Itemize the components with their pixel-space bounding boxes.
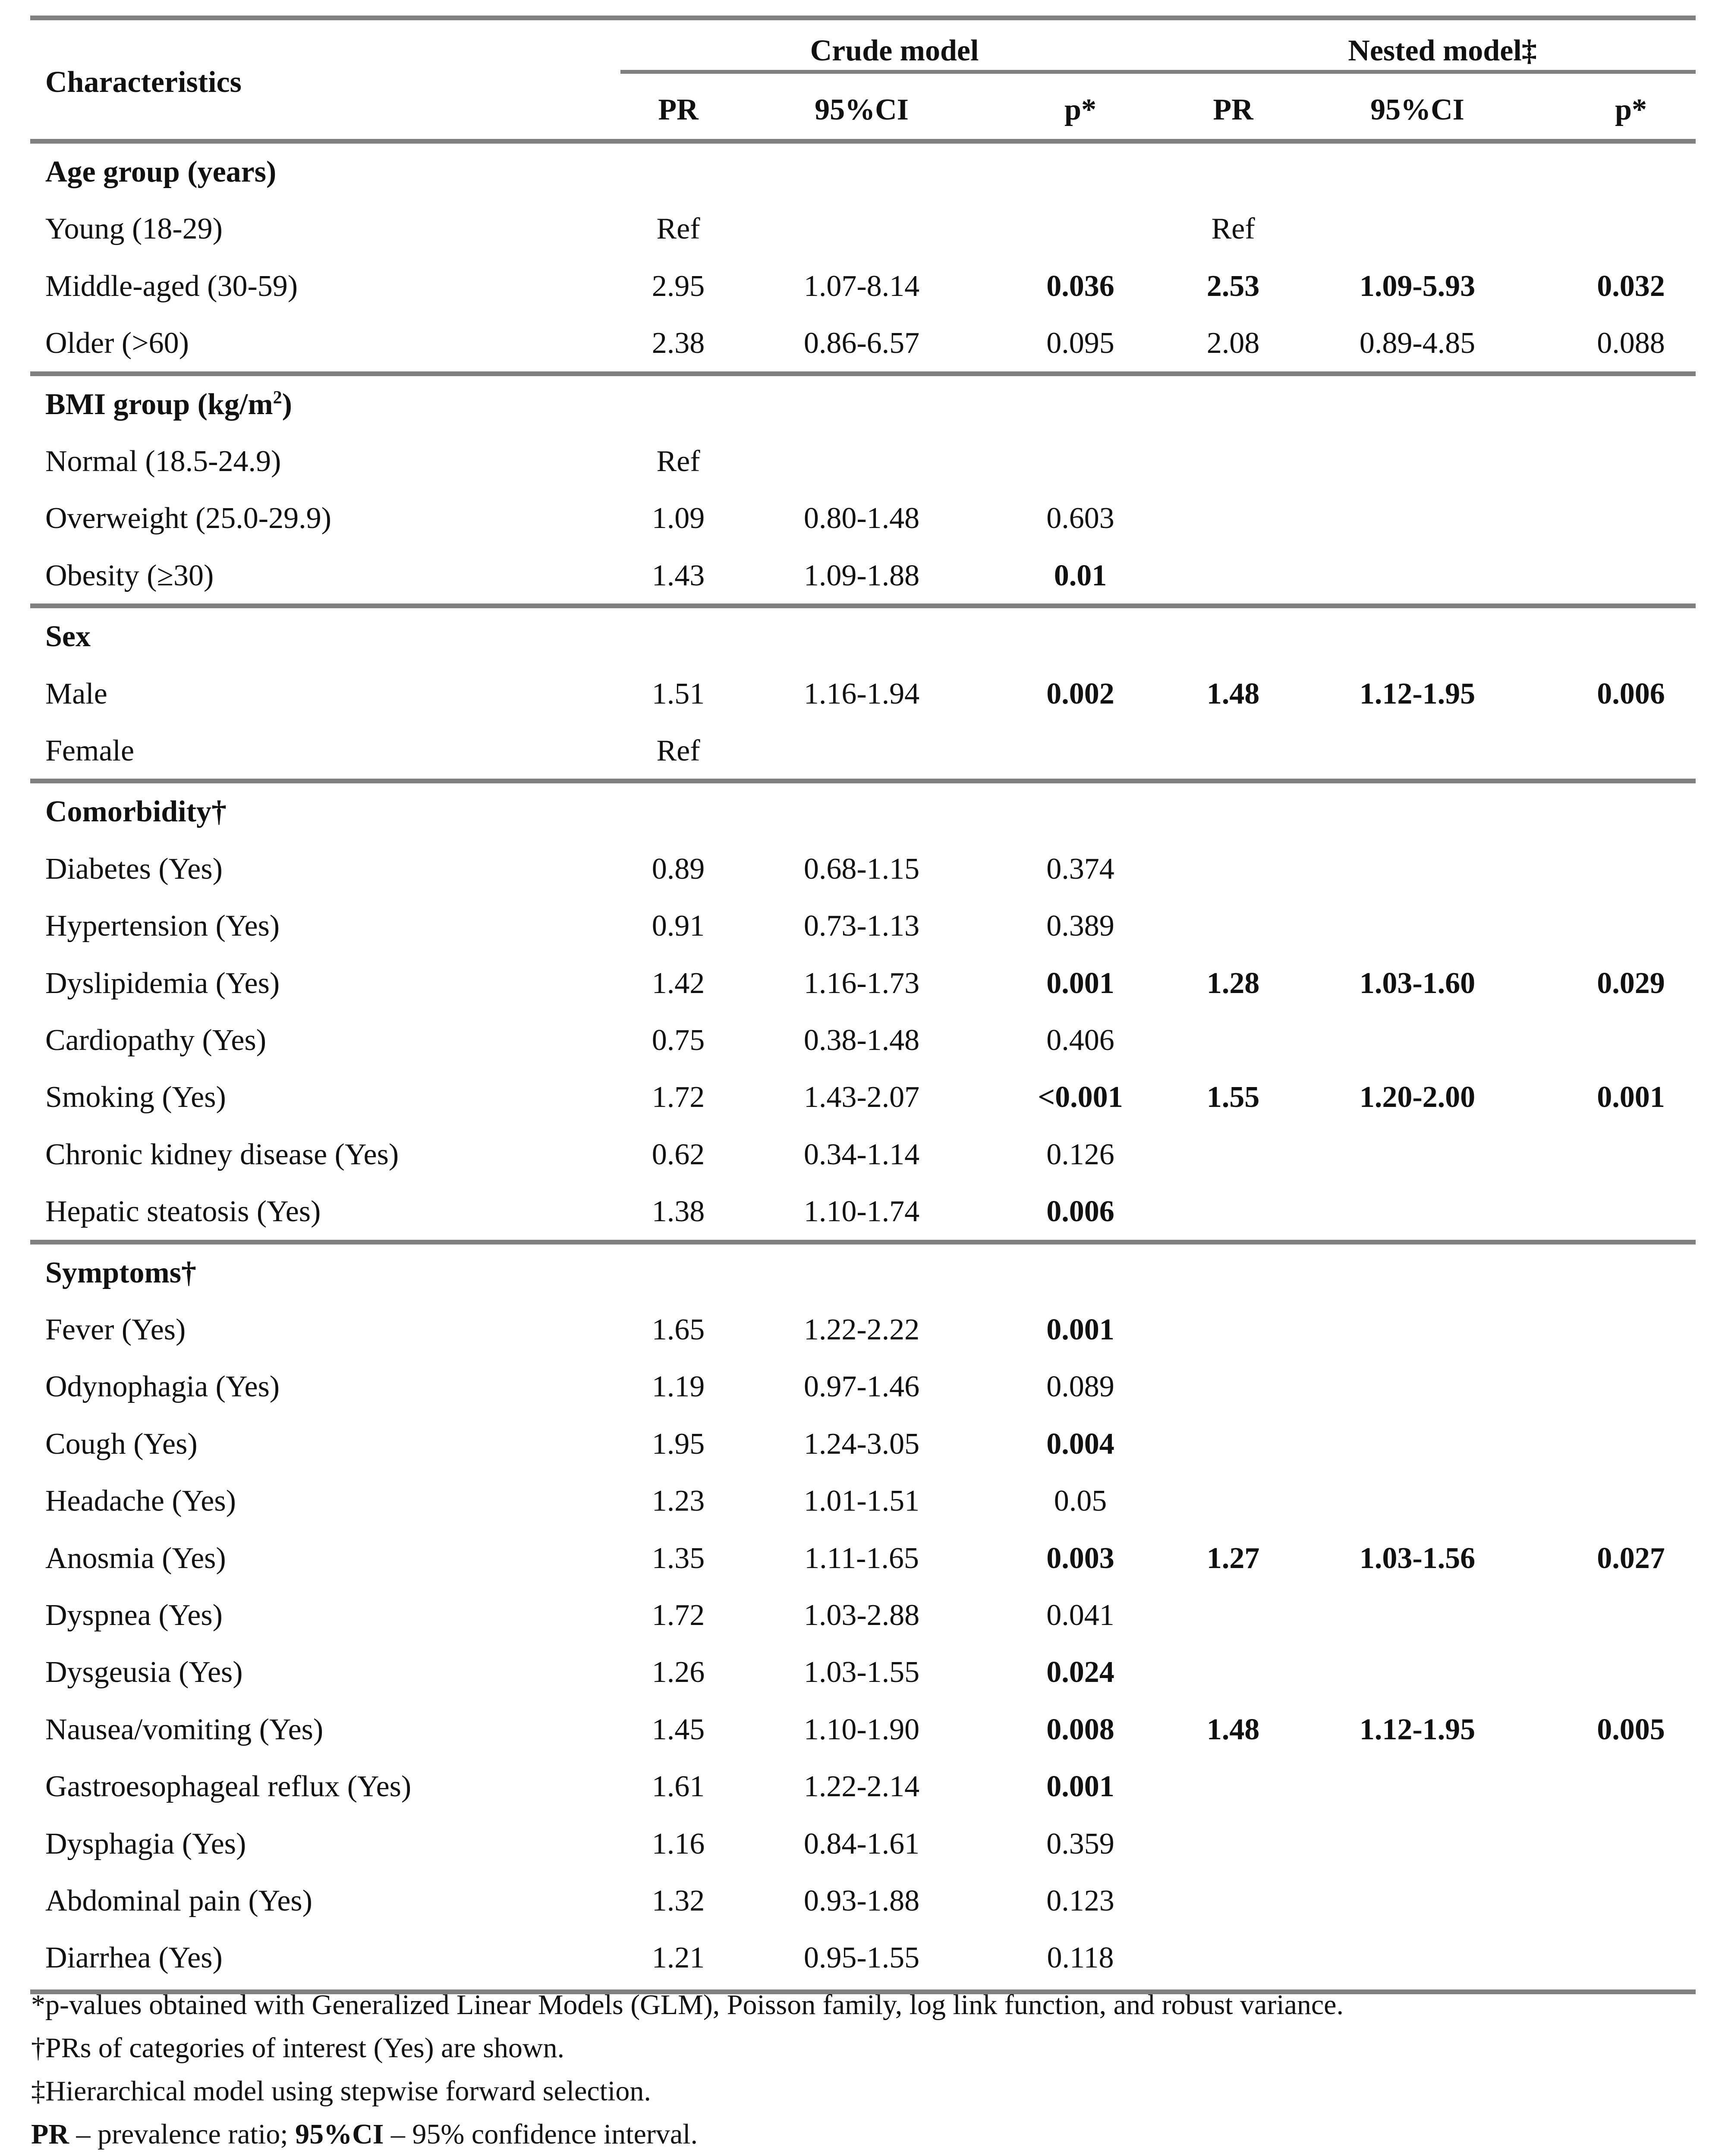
nested-ci-value: 1.12-1.95 xyxy=(1359,677,1476,710)
crude-p-value: 0.123 xyxy=(1046,1884,1114,1917)
nested-p-value: 0.001 xyxy=(1597,1081,1665,1114)
table-row xyxy=(0,1873,1725,1930)
nested-ci-value: 1.20-2.00 xyxy=(1359,1081,1476,1114)
nested-p-value: 0.005 xyxy=(1597,1713,1665,1746)
row-label: Male xyxy=(45,677,107,710)
crude-ci-value: 1.07-8.14 xyxy=(803,269,920,303)
column-header-crude-p: p* xyxy=(1064,93,1096,126)
crude-ci-value: 1.01-1.51 xyxy=(803,1484,920,1518)
crude-p-value: 0.406 xyxy=(1046,1024,1114,1057)
row-label: Diabetes (Yes) xyxy=(45,852,223,886)
section-title-text: Age group (years) xyxy=(45,155,277,189)
crude-p-value: 0.01 xyxy=(1054,559,1107,592)
table-row xyxy=(0,433,1725,490)
table-row xyxy=(0,723,1725,779)
row-label: Dyspnea (Yes) xyxy=(45,1599,223,1632)
table-row xyxy=(0,955,1725,1012)
crude-pr-value: 0.62 xyxy=(652,1138,705,1171)
crude-ci-value: 0.93-1.88 xyxy=(803,1884,920,1917)
crude-ci-value xyxy=(771,433,952,490)
crude-ci-value: 0.68-1.15 xyxy=(803,852,920,886)
crude-p-value: 0.389 xyxy=(1046,909,1114,943)
crude-ci-value xyxy=(771,201,952,258)
crude-p-value: <0.001 xyxy=(1038,1081,1123,1114)
table-row xyxy=(0,1644,1725,1701)
row-label: Nausea/vomiting (Yes) xyxy=(45,1713,324,1746)
row-label: Abdominal pain (Yes) xyxy=(45,1884,312,1917)
crude-pr-value: 1.45 xyxy=(652,1713,705,1746)
crude-ci-value: 1.22-2.14 xyxy=(803,1770,920,1804)
row-label: Hepatic steatosis (Yes) xyxy=(45,1195,321,1229)
crude-p-value: 0.001 xyxy=(1046,966,1114,1000)
crude-pr-value: 0.89 xyxy=(652,852,705,886)
row-label: Dysphagia (Yes) xyxy=(45,1827,246,1861)
section-header xyxy=(0,783,1725,840)
crude-p-value: 0.008 xyxy=(1046,1713,1114,1746)
table-row xyxy=(0,315,1725,372)
row-label: Odynophagia (Yes) xyxy=(45,1370,280,1404)
table-row xyxy=(0,201,1725,258)
row-label: Fever (Yes) xyxy=(45,1313,186,1346)
row-label: Young (18-29) xyxy=(45,212,223,246)
crude-p-value: 0.004 xyxy=(1046,1427,1114,1461)
row-label: Dyslipidemia (Yes) xyxy=(45,966,280,1000)
crude-p-value: 0.374 xyxy=(1046,852,1114,886)
nested-p-value: 0.032 xyxy=(1597,269,1665,303)
nested-pr-value: Ref xyxy=(1211,212,1255,246)
row-label: Hypertension (Yes) xyxy=(45,909,280,943)
abbr-pr: PR xyxy=(31,2118,69,2150)
table-row xyxy=(0,898,1725,955)
crude-p-value xyxy=(1016,201,1145,258)
nested-pr-value: 1.55 xyxy=(1206,1081,1260,1114)
section-rule xyxy=(30,779,1696,783)
section-header xyxy=(0,1245,1725,1301)
row-label: Smoking (Yes) xyxy=(45,1081,226,1114)
section-title xyxy=(45,783,227,840)
nested-pr-value: 2.53 xyxy=(1206,269,1260,303)
column-header-nested-pr: PR xyxy=(1213,93,1253,126)
crude-pr-value: Ref xyxy=(656,445,700,478)
table-row xyxy=(0,1183,1725,1240)
crude-ci-value: 1.10-1.90 xyxy=(803,1713,920,1746)
nested-ci-value: 0.89-4.85 xyxy=(1359,327,1476,360)
column-header-crude-pr: PR xyxy=(658,93,699,126)
header-characteristics: Characteristics xyxy=(45,66,242,99)
crude-ci-value: 0.84-1.61 xyxy=(803,1827,920,1861)
crude-pr-value: 1.61 xyxy=(652,1770,705,1804)
row-label: Female xyxy=(45,734,135,767)
crude-p-value: 0.05 xyxy=(1054,1484,1107,1518)
footnote-double-dagger: ‡Hierarchical model using stepwise forward selection. xyxy=(31,2075,651,2107)
row-label: Normal (18.5-24.9) xyxy=(45,445,281,478)
nested-ci-value: 1.03-1.56 xyxy=(1359,1541,1476,1575)
crude-ci-value: 0.95-1.55 xyxy=(803,1941,920,1975)
nested-ci-value: 1.03-1.60 xyxy=(1359,966,1476,1000)
crude-ci-value: 1.11-1.65 xyxy=(804,1541,919,1575)
section-rule xyxy=(30,603,1696,608)
crude-p-value: 0.001 xyxy=(1046,1770,1114,1804)
section-header xyxy=(0,144,1725,201)
crude-p-value: 0.118 xyxy=(1047,1941,1114,1975)
row-label: Obesity (≥30) xyxy=(45,559,214,592)
nested-p-value: 0.027 xyxy=(1597,1541,1665,1575)
section-title-suffix: ) xyxy=(282,387,292,421)
table-row xyxy=(0,1758,1725,1815)
crude-pr-value: 2.95 xyxy=(652,269,705,303)
abbr-ci-text: – 95% confidence interval. xyxy=(384,2118,698,2150)
crude-pr-value: 1.72 xyxy=(652,1081,705,1114)
footnote-abbreviations xyxy=(31,2113,698,2156)
crude-pr-value: 1.42 xyxy=(652,966,705,1000)
table-row xyxy=(0,1012,1725,1069)
table-row xyxy=(0,1301,1725,1358)
row-label: Chronic kidney disease (Yes) xyxy=(45,1138,399,1171)
crude-ci-value: 1.03-2.88 xyxy=(803,1599,920,1632)
crude-ci-value: 0.34-1.14 xyxy=(803,1138,920,1171)
crude-p-value: 0.359 xyxy=(1046,1827,1114,1861)
nested-ci-value: 1.09-5.93 xyxy=(1359,269,1476,303)
section-title-text: BMI group (kg/m xyxy=(45,387,273,421)
nested-pr-value: 1.48 xyxy=(1206,1713,1260,1746)
row-label: Cough (Yes) xyxy=(45,1427,198,1461)
crude-ci-value: 0.97-1.46 xyxy=(803,1370,920,1404)
nested-pr-value: 1.48 xyxy=(1206,677,1260,710)
table-row xyxy=(0,1358,1725,1415)
row-label: Diarrhea (Yes) xyxy=(45,1941,223,1975)
crude-pr-value: 1.19 xyxy=(652,1370,705,1404)
crude-ci-value: 0.80-1.48 xyxy=(803,502,920,535)
nested-p-value: 0.088 xyxy=(1597,327,1665,360)
section-title xyxy=(45,1245,196,1301)
table-row xyxy=(0,1126,1725,1183)
crude-p-value xyxy=(1016,723,1145,779)
table-row xyxy=(0,1587,1725,1644)
column-header-nested-ci: 95%CI xyxy=(1370,93,1464,126)
crude-p-value: 0.003 xyxy=(1046,1541,1114,1575)
table-row xyxy=(0,1416,1725,1473)
table-row xyxy=(0,1530,1725,1587)
crude-pr-value: 1.38 xyxy=(652,1195,705,1229)
column-header-nested-p: p* xyxy=(1615,93,1647,126)
column-header-crude-ci: 95%CI xyxy=(815,93,909,126)
table-row xyxy=(0,1930,1725,1986)
table-top-rule xyxy=(30,16,1696,20)
row-label: Anosmia (Yes) xyxy=(45,1541,226,1575)
crude-ci-value: 1.03-1.55 xyxy=(803,1656,920,1689)
row-label: Middle-aged (30-59) xyxy=(45,269,298,303)
crude-pr-value: 1.21 xyxy=(652,1941,705,1975)
crude-pr-value: 0.91 xyxy=(652,909,705,943)
nested-p-value: 0.029 xyxy=(1597,966,1665,1000)
crude-ci-value: 1.09-1.88 xyxy=(803,559,920,592)
header-group-rule xyxy=(620,70,1696,74)
crude-pr-value: 1.95 xyxy=(652,1427,705,1461)
crude-p-value: 0.002 xyxy=(1046,677,1114,710)
row-label: Headache (Yes) xyxy=(45,1484,236,1518)
abbr-ci: 95%CI xyxy=(295,2118,384,2150)
crude-pr-value: 1.65 xyxy=(652,1313,705,1346)
section-title-text: Sex xyxy=(45,620,91,654)
row-label: Older (>60) xyxy=(45,327,189,360)
crude-ci-value xyxy=(771,723,952,779)
crude-pr-value: Ref xyxy=(656,212,700,246)
table-row xyxy=(0,1701,1725,1758)
table-row xyxy=(0,1816,1725,1873)
table-row xyxy=(0,258,1725,315)
crude-ci-value: 1.43-2.07 xyxy=(803,1081,920,1114)
footnote-dagger: †PRs of categories of interest (Yes) are shown. xyxy=(31,2032,565,2064)
header-crude-model: Crude model xyxy=(810,34,979,67)
crude-pr-value: 1.32 xyxy=(652,1884,705,1917)
crude-p-value: 0.006 xyxy=(1046,1195,1114,1229)
crude-p-value: 0.041 xyxy=(1046,1599,1114,1632)
header-nested-model: Nested model‡ xyxy=(1348,34,1537,67)
nested-p-value: 0.006 xyxy=(1597,677,1665,710)
crude-p-value: 0.126 xyxy=(1046,1138,1114,1171)
crude-pr-value: 1.43 xyxy=(652,559,705,592)
crude-ci-value: 1.24-3.05 xyxy=(803,1427,920,1461)
crude-p-value: 0.036 xyxy=(1046,269,1114,303)
crude-ci-value: 0.73-1.13 xyxy=(803,909,920,943)
footnote-p-values: *p-values obtained with Generalized Linear Models (GLM), Poisson family, log link function, and robust variance. xyxy=(31,1989,1344,2021)
table-row xyxy=(0,841,1725,898)
crude-ci-value: 1.16-1.73 xyxy=(803,966,920,1000)
row-label: Cardiopathy (Yes) xyxy=(45,1024,267,1057)
section-header xyxy=(0,376,1725,433)
crude-pr-value: Ref xyxy=(656,734,700,767)
crude-p-value: 0.001 xyxy=(1046,1313,1114,1346)
row-label: Dysgeusia (Yes) xyxy=(45,1656,243,1689)
crude-ci-value: 0.86-6.57 xyxy=(803,327,920,360)
section-header xyxy=(0,608,1725,665)
section-title xyxy=(45,376,292,433)
crude-pr-value: 1.72 xyxy=(652,1599,705,1632)
crude-ci-value: 0.38-1.48 xyxy=(803,1024,920,1057)
crude-ci-value: 1.10-1.74 xyxy=(803,1195,920,1229)
section-rule xyxy=(30,371,1696,376)
section-title-superscript: 2 xyxy=(273,387,282,408)
nested-ci-value: 1.12-1.95 xyxy=(1359,1713,1476,1746)
table-row xyxy=(0,1473,1725,1530)
crude-ci-value: 1.22-2.22 xyxy=(803,1313,920,1346)
crude-pr-value: 1.51 xyxy=(652,677,705,710)
crude-p-value: 0.095 xyxy=(1046,327,1114,360)
crude-pr-value: 2.38 xyxy=(652,327,705,360)
section-rule xyxy=(30,1240,1696,1245)
crude-p-value: 0.603 xyxy=(1046,502,1114,535)
table-row xyxy=(0,1069,1725,1126)
crude-pr-value: 1.35 xyxy=(652,1541,705,1575)
abbr-pr-text: – prevalence ratio; xyxy=(69,2118,296,2150)
crude-pr-value: 0.75 xyxy=(652,1024,705,1057)
table-row xyxy=(0,666,1725,723)
crude-pr-value: 1.23 xyxy=(652,1484,705,1518)
crude-p-value: 0.089 xyxy=(1046,1370,1114,1404)
crude-pr-value: 1.16 xyxy=(652,1827,705,1861)
header-bottom-rule xyxy=(30,139,1696,144)
crude-pr-value: 1.26 xyxy=(652,1656,705,1689)
crude-p-value: 0.024 xyxy=(1046,1656,1114,1689)
section-title-text: Comorbidity† xyxy=(45,795,227,829)
nested-pr-value: 1.28 xyxy=(1206,966,1260,1000)
table-row xyxy=(0,490,1725,547)
row-label: Overweight (25.0-29.9) xyxy=(45,502,331,535)
nested-pr-value: 2.08 xyxy=(1206,327,1260,360)
section-title xyxy=(45,608,91,665)
nested-p-value xyxy=(1566,201,1696,258)
crude-p-value xyxy=(1016,433,1145,490)
table-row xyxy=(0,547,1725,604)
nested-pr-value: 1.27 xyxy=(1206,1541,1260,1575)
row-label: Gastroesophageal reflux (Yes) xyxy=(45,1770,412,1804)
section-title-text: Symptoms† xyxy=(45,1256,197,1289)
crude-ci-value: 1.16-1.94 xyxy=(803,677,920,710)
crude-pr-value: 1.09 xyxy=(652,502,705,535)
section-title xyxy=(45,144,276,201)
nested-ci-value xyxy=(1327,201,1508,258)
